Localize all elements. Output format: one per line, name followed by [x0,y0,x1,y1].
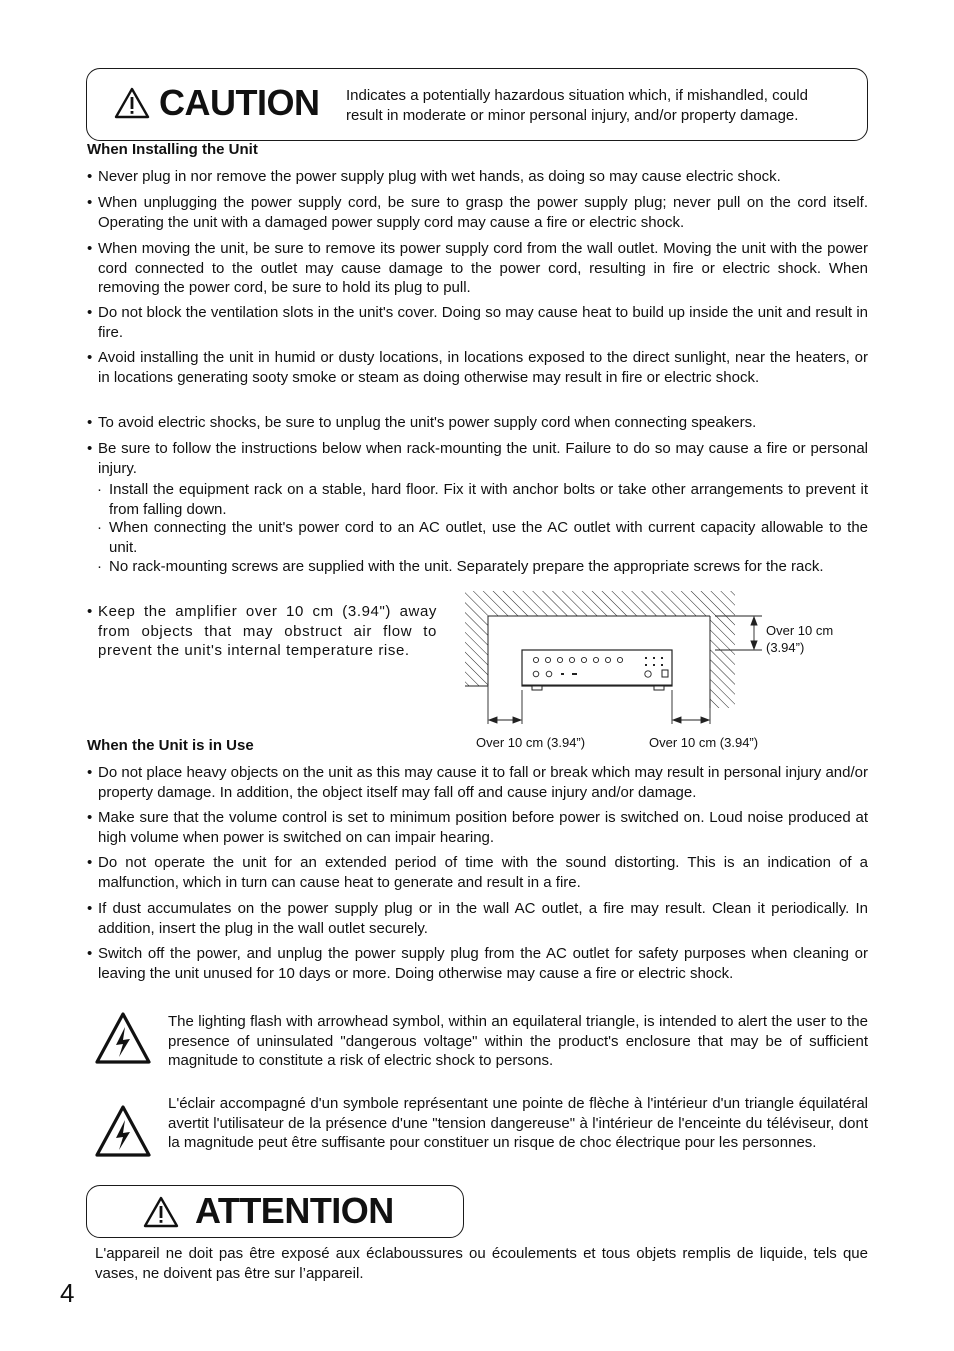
amplifier-unit [522,650,672,690]
list-item [87,439,868,478]
list-item [87,763,868,802]
sub-list-item [97,480,868,519]
caution-description-line1: Indicates a potentially hazardous situation which, if mishandled, could [346,87,808,104]
attention-title: ATTENTION [195,1190,394,1231]
sub-list-item [97,557,868,577]
list-item-text: Do not place heavy objects on the unit as this may cause it to fall or break which may result in personal injury and/or property damage. In addition, the object itself may fall off and cause injury and/or damage. [98,764,868,801]
list-item-text: To avoid electric shocks, be sure to unplug the unit's power supply cord when connecting speakers. [98,414,757,431]
caution-description-line2: result in moderate or minor personal injury, and/or property damage. [346,106,799,124]
warning-triangle-icon [143,1196,179,1228]
sub-list-item [97,518,868,557]
list-item-text: Never plug in nor remove the power supply plug with wet hands, as doing so may cause electric shock. [98,168,781,185]
caution-title: CAUTION [159,82,320,123]
list-item [87,167,868,187]
lightning-french-text: L'éclair accompagné d'un symbole représentant une pointe de flèche à l'intérieur d'un triangle équilatéral avertit l'utilisateur de la présence d'une "tension dangereuse" à l'intérieur de l'enceinte du téléviseur, dont la magnitude peut être suffisante pour constituer un risque de choc électrique pour les personnes. [168,1095,868,1151]
top-clearance-label-line1: Over 10 cm [766,623,834,638]
bullet-icon: • [87,440,93,457]
lightning-english-text: The lighting flash with arrowhead symbol, within an equilateral triangle, is intended to alert the user to the presence of uninsulated "dangerous voltage" within the product's enclosure that may be of sufficient magnitude to constitute a risk of electric shock to persons. [168,1013,868,1069]
top-clearance-label-line2: (3.94”) [766,640,805,655]
list-item-text: Make sure that the volume control is set to minimum position before power is switched on. Loud noise produced at high volume when power is switched on can impair hearing. [98,809,868,846]
attention-box [86,1185,464,1238]
sub-bullet-icon: · [97,519,102,536]
list-item-text: Avoid installing the unit in humid or dusty locations, in locations exposed to the direct sunlight, near the heaters, or in locations generating sooty smoke or steam as doing otherwise may result in fire or electric shock. [98,349,868,386]
bullet-icon: • [87,304,93,321]
bullet-icon: • [87,945,93,962]
lightning-warning-icon-fr [94,1104,152,1158]
left-clearance-label: Over 10 cm (3.94”) [476,735,586,750]
sub-bullet-icon: · [97,558,102,575]
list-item [87,413,868,433]
list-item [87,853,868,892]
list-item [87,602,437,661]
list-item-text: Switch off the power, and unplug the power supply plug from the AC outlet for safety purposes when cleaning or leaving the unit unused for 10 days or more. Doing otherwise may cause a fire or electric shock. [98,945,868,982]
bullet-icon: • [87,809,93,826]
list-item [87,193,868,232]
list-item-text: Keep the amplifier over 10 cm (3.94") away from objects that may obstruct air flow to prevent the unit's internal temperature rise. [98,603,437,659]
bullet-icon: • [87,764,93,781]
list-item-text: When moving the unit, be sure to remove its power supply cord from the wall outlet. Moving the unit with the power cord connected to the outlet may cause damage to the power cord, resulting in fire or electric shock. When removing the power cord, be sure to hold its plug to pull. [98,240,868,296]
left-dimension-arrow [488,686,522,724]
list-item-text: When unplugging the power supply cord, be sure to grasp the power supply plug; never pull on the cord itself. Operating the unit with a damaged power supply cord may cause a fire or electric shock. [98,194,868,231]
lightning-warning-icon [94,1011,152,1065]
list-item-text: Do not operate the unit for an extended period of time with the sound distorting. This is an indication of a malfunction, which in turn can cause heat to generate and result in a fire. [98,854,868,891]
right-clearance-label: Over 10 cm (3.94”) [649,735,759,750]
clearance-diagram [460,588,780,728]
sub-list-item-text: Install the equipment rack on a stable, hard floor. Fix it with anchor bolts or take other arrangements to prevent it from falling down. [109,481,868,518]
list-item [87,808,868,847]
sub-bullet-icon: · [97,481,102,498]
list-item-text: Be sure to follow the instructions below when rack-mounting the unit. Failure to do so may cause a fire or personal injury. [98,440,868,477]
list-item-text: If dust accumulates on the power supply plug or in the wall AC outlet, a fire may result. Clean it periodically. In addition, insert the plug in the wall outlet securely. [98,900,868,937]
caution-description [346,86,856,125]
right-dimension-arrow [672,690,710,724]
warning-triangle-icon [114,87,150,119]
top-clearance-label [766,622,833,656]
list-item [87,899,868,938]
in-use-heading: When the Unit is in Use [87,737,254,754]
list-item-text: Do not block the ventilation slots in the unit's cover. Doing so may cause heat to build up inside the unit and result in fire. [98,304,868,341]
bullet-icon: • [87,900,93,917]
bullet-icon: • [87,414,93,431]
attention-text: L'appareil ne doit pas être exposé aux éclaboussures ou écoulements et tous objets remplis de liquide, tels que vases, ne doivent pas être sur l’appareil. [95,1245,868,1282]
bullet-icon: • [87,603,93,620]
bullet-icon: • [87,194,93,211]
caution-box [86,68,868,141]
list-item [87,239,868,298]
page-number: 4 [60,1278,75,1308]
sub-list-item-text: When connecting the unit's power cord to an AC outlet, use the AC outlet with current capacity allowable to the unit. [109,519,868,556]
installing-heading: When Installing the Unit [87,141,258,158]
sub-list-item-text: No rack-mounting screws are supplied with the unit. Separately prepare the appropriate screws for the rack. [109,558,824,575]
bullet-icon: • [87,240,93,257]
bullet-icon: • [87,854,93,871]
list-item [87,303,868,342]
list-item [87,944,868,983]
list-item [87,348,868,387]
bullet-icon: • [87,168,93,185]
bullet-icon: • [87,349,93,366]
